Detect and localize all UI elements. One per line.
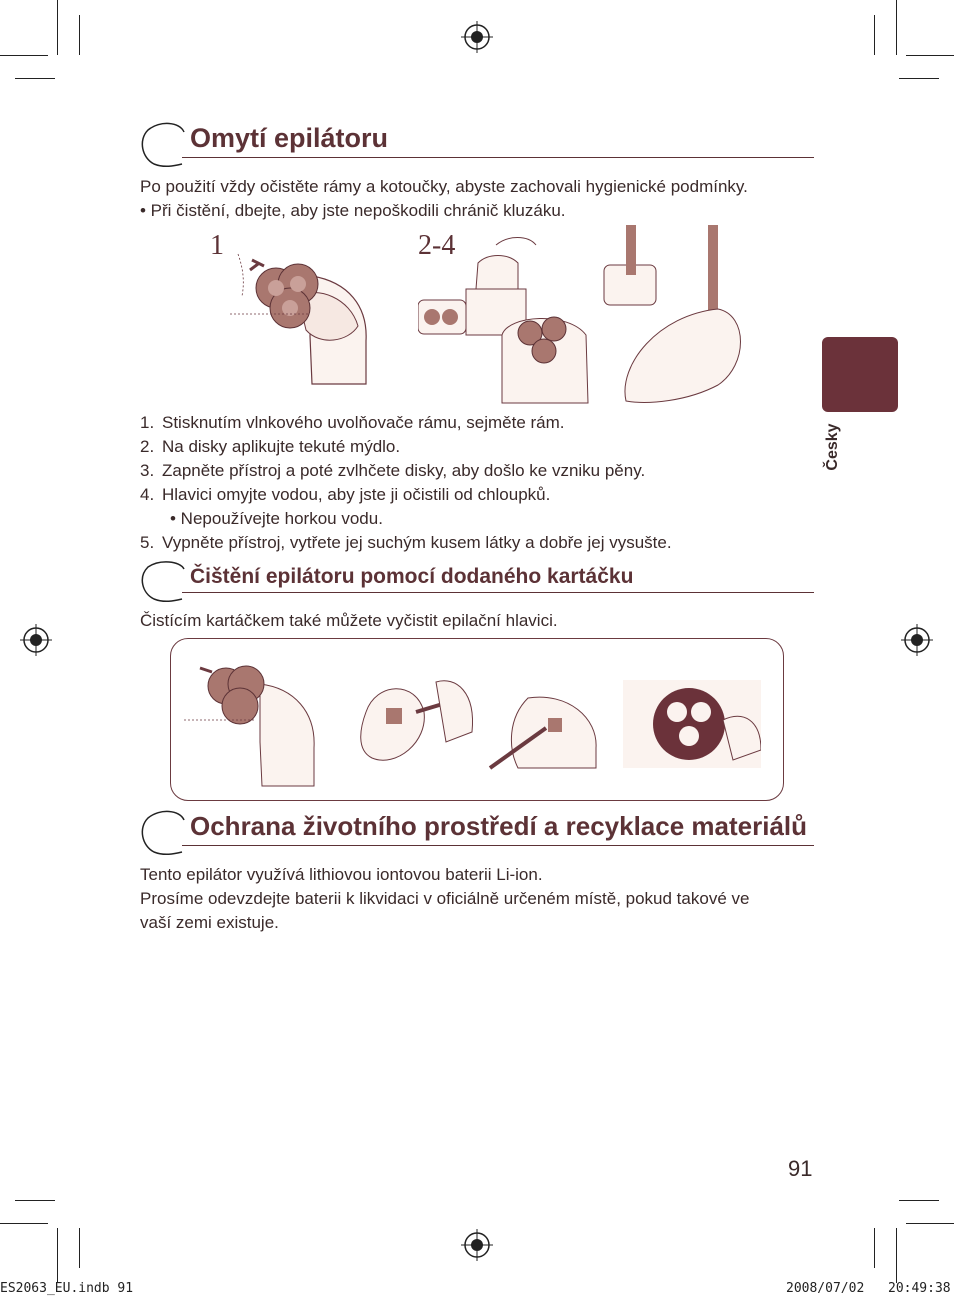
list-item: 3. Zapněte přístroj a poté zvlhčete disky, aby došlo ke vzniku pěny. [140, 461, 646, 480]
registration-mark-icon [20, 624, 52, 656]
language-tab [822, 337, 898, 412]
brush-step3-illustration [488, 688, 600, 770]
heading-hook-icon [140, 806, 190, 858]
registration-mark-icon [461, 21, 493, 53]
section-title: Čištění epilátoru pomocí dodaného kartáčku [190, 565, 634, 588]
environment-text: Tento epilátor využívá lithiovou iontovou baterii Li-ion. [140, 865, 543, 884]
environment-text: Prosíme odevzdejte baterii k likvidaci v oficiálně určeném místě, pokud takové ve [140, 889, 750, 908]
figure-label: 2-4 [418, 230, 456, 261]
section-heading-brush [140, 558, 814, 593]
note-text: • Při čistění, dbejte, aby jste nepoškodili chránič kluzáku. [140, 201, 566, 220]
brush-step1-illustration [182, 656, 322, 788]
brush-text: Čistícím kartáčkem také můžete vyčistit epilační hlavici. [140, 611, 558, 630]
section-heading-washing [140, 118, 814, 158]
washing-steps-illustration [418, 225, 748, 405]
epilator-head-removal-illustration [228, 246, 373, 386]
language-label: Česky [824, 423, 841, 471]
list-item: 5. Vypněte přístroj, vytřete jej suchým kusem látky a dobře jej vysušte. [140, 533, 672, 552]
list-item: 4. Hlavici omyjte vodou, aby jste ji očistili od chloupků. [140, 485, 551, 504]
list-item: 1. Stisknutím vlnkového uvolňovače rámu, sejměte rám. [140, 413, 565, 432]
environment-text: vaší zemi existuje. [140, 913, 279, 932]
intro-text: Po použití vždy očistěte rámy a kotoučky, abyste zachovali hygienické podmínky. [140, 177, 748, 196]
heading-hook-icon [140, 557, 190, 605]
heading-rule [182, 845, 814, 847]
figure-label: 1 [210, 230, 224, 261]
brush-step4-illustration [623, 680, 761, 768]
list-item: 2. Na disky aplikujte tekuté mýdlo. [140, 437, 401, 456]
slug-date: 2008/07/02 [786, 1281, 865, 1296]
washing-steps-list [140, 411, 672, 555]
page-number: 91 [788, 1156, 813, 1181]
slug-file: ES2063_EU.indb 91 [0, 1281, 134, 1296]
registration-mark-icon [901, 624, 933, 656]
brush-step2-illustration [336, 672, 476, 772]
heading-rule [182, 157, 814, 159]
section-title: Omytí epilátoru [190, 123, 389, 153]
heading-rule [182, 592, 814, 594]
section-heading-environment [140, 805, 814, 846]
slug-time: 20:49:38 [888, 1281, 951, 1296]
heading-hook-icon [140, 118, 190, 170]
registration-mark-icon [461, 1229, 493, 1261]
section-title: Ochrana životního prostředí a recyklace materiálů [190, 811, 808, 841]
list-item: • Nepoužívejte horkou vodu. [170, 509, 383, 528]
